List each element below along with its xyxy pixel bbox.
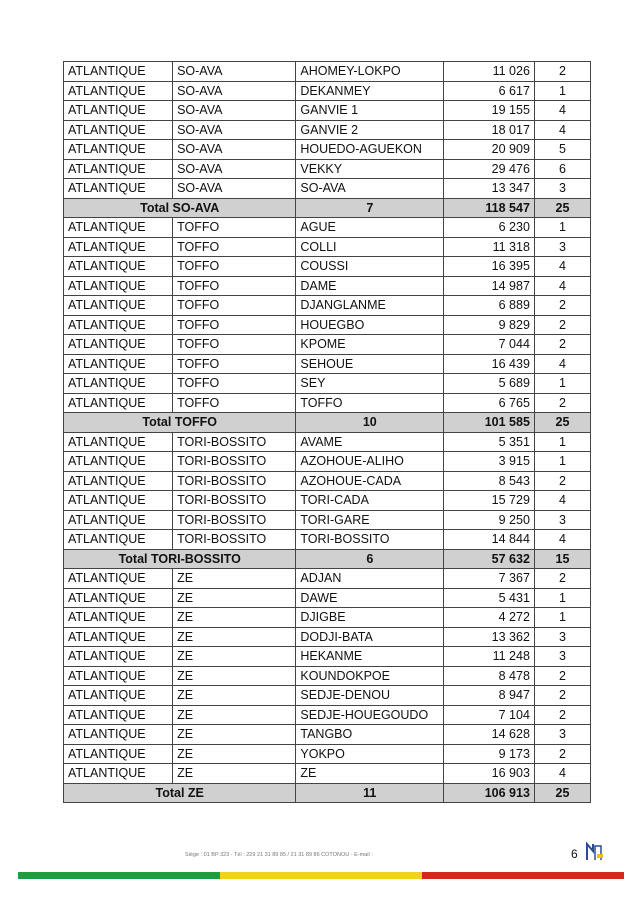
- count-cell: 2: [534, 393, 590, 413]
- arrondissement-cell: VEKKY: [296, 159, 444, 179]
- population-cell: 18 017: [444, 120, 535, 140]
- commune-cell: ZE: [173, 686, 296, 706]
- population-cell: 8 947: [444, 686, 535, 706]
- commune-cell: TOFFO: [173, 257, 296, 277]
- arrondissement-cell: SEY: [296, 374, 444, 394]
- count-cell: 4: [534, 101, 590, 121]
- table-row: [64, 491, 591, 511]
- population-cell: 29 476: [444, 159, 535, 179]
- population-cell: 4 272: [444, 608, 535, 628]
- total-row: [64, 198, 591, 218]
- population-cell: 8 478: [444, 666, 535, 686]
- arrondissement-cell: AZOHOUE-ALIHO: [296, 452, 444, 472]
- population-cell: 6 617: [444, 81, 535, 101]
- population-cell: 5 689: [444, 374, 535, 394]
- count-cell: 4: [534, 257, 590, 277]
- count-cell: 1: [534, 218, 590, 238]
- commune-cell: TOFFO: [173, 296, 296, 316]
- departement-cell: ATLANTIQUE: [64, 335, 173, 355]
- population-cell: 9 173: [444, 744, 535, 764]
- departement-cell: ATLANTIQUE: [64, 354, 173, 374]
- commune-cell: TOFFO: [173, 237, 296, 257]
- total-population-cell: 106 913: [444, 783, 535, 803]
- arrondissement-cell: HEKANME: [296, 647, 444, 667]
- arrondissement-cell: TANGBO: [296, 725, 444, 745]
- count-cell: 2: [534, 62, 590, 82]
- count-cell: 1: [534, 81, 590, 101]
- count-cell: 4: [534, 120, 590, 140]
- institute-logo-icon: [584, 842, 604, 862]
- total-row: [64, 413, 591, 433]
- arrondissement-cell: DEKANMEY: [296, 81, 444, 101]
- count-cell: 1: [534, 608, 590, 628]
- count-cell: 2: [534, 471, 590, 491]
- commune-cell: SO-AVA: [173, 179, 296, 199]
- table-row: [64, 140, 591, 160]
- count-cell: 4: [534, 530, 590, 550]
- commune-cell: SO-AVA: [173, 81, 296, 101]
- total-arrondissement-count-cell: 11: [296, 783, 444, 803]
- table-row: [64, 666, 591, 686]
- arrondissement-cell: SEDJE-DENOU: [296, 686, 444, 706]
- commune-cell: ZE: [173, 744, 296, 764]
- table-row: [64, 705, 591, 725]
- commune-cell: ZE: [173, 608, 296, 628]
- population-cell: 16 439: [444, 354, 535, 374]
- departement-cell: ATLANTIQUE: [64, 179, 173, 199]
- arrondissement-cell: GANVIE 2: [296, 120, 444, 140]
- table-row: [64, 296, 591, 316]
- commune-cell: SO-AVA: [173, 159, 296, 179]
- arrondissement-cell: AHOMEY-LOKPO: [296, 62, 444, 82]
- commune-cell: ZE: [173, 588, 296, 608]
- arrondissement-cell: TORI-GARE: [296, 510, 444, 530]
- count-cell: 2: [534, 744, 590, 764]
- table-row: [64, 354, 591, 374]
- departement-cell: ATLANTIQUE: [64, 491, 173, 511]
- departement-cell: ATLANTIQUE: [64, 276, 173, 296]
- commune-cell: TORI-BOSSITO: [173, 530, 296, 550]
- count-cell: 3: [534, 725, 590, 745]
- departement-cell: ATLANTIQUE: [64, 315, 173, 335]
- count-cell: 1: [534, 432, 590, 452]
- commune-cell: ZE: [173, 569, 296, 589]
- departement-cell: ATLANTIQUE: [64, 764, 173, 784]
- total-row: [64, 549, 591, 569]
- departement-cell: ATLANTIQUE: [64, 120, 173, 140]
- total-label-cell: Total ZE: [64, 783, 296, 803]
- total-population-cell: 118 547: [444, 198, 535, 218]
- commune-cell: TORI-BOSSITO: [173, 452, 296, 472]
- count-cell: 4: [534, 764, 590, 784]
- table-row: [64, 432, 591, 452]
- count-cell: 3: [534, 237, 590, 257]
- table-row: [64, 257, 591, 277]
- departement-cell: ATLANTIQUE: [64, 510, 173, 530]
- count-cell: 4: [534, 354, 590, 374]
- table-row: [64, 120, 591, 140]
- table-row: [64, 335, 591, 355]
- population-cell: 14 987: [444, 276, 535, 296]
- table-row: [64, 530, 591, 550]
- arrondissement-cell: ZE: [296, 764, 444, 784]
- commune-cell: TOFFO: [173, 335, 296, 355]
- departement-cell: ATLANTIQUE: [64, 627, 173, 647]
- population-cell: 8 543: [444, 471, 535, 491]
- arrondissement-cell: TOFFO: [296, 393, 444, 413]
- population-cell: 7 367: [444, 569, 535, 589]
- commune-cell: TOFFO: [173, 374, 296, 394]
- departement-cell: ATLANTIQUE: [64, 432, 173, 452]
- arrondissement-cell: DAME: [296, 276, 444, 296]
- arrondissement-cell: SEDJE-HOUEGOUDO: [296, 705, 444, 725]
- table-row: [64, 744, 591, 764]
- arrondissement-cell: KPOME: [296, 335, 444, 355]
- population-cell: 6 889: [444, 296, 535, 316]
- departement-cell: ATLANTIQUE: [64, 705, 173, 725]
- arrondissement-cell: DJIGBE: [296, 608, 444, 628]
- table-row: [64, 218, 591, 238]
- arrondissement-table: [63, 61, 591, 803]
- table-row: [64, 237, 591, 257]
- departement-cell: ATLANTIQUE: [64, 569, 173, 589]
- count-cell: 2: [534, 335, 590, 355]
- arrondissement-cell: YOKPO: [296, 744, 444, 764]
- table-row: [64, 62, 591, 82]
- arrondissement-cell: TORI-BOSSITO: [296, 530, 444, 550]
- count-cell: 3: [534, 510, 590, 530]
- total-population-cell: 101 585: [444, 413, 535, 433]
- population-cell: 3 915: [444, 452, 535, 472]
- total-count-cell: 25: [534, 198, 590, 218]
- table-row: [64, 608, 591, 628]
- table-row: [64, 588, 591, 608]
- population-cell: 11 248: [444, 647, 535, 667]
- departement-cell: ATLANTIQUE: [64, 62, 173, 82]
- table-row: [64, 569, 591, 589]
- page-number: 6: [571, 847, 578, 861]
- table-row: [64, 452, 591, 472]
- table-body: [64, 62, 591, 803]
- count-cell: 3: [534, 647, 590, 667]
- table-row: [64, 374, 591, 394]
- national-flag-bar: [18, 872, 624, 879]
- commune-cell: TORI-BOSSITO: [173, 471, 296, 491]
- count-cell: 4: [534, 276, 590, 296]
- arrondissement-cell: DODJI-BATA: [296, 627, 444, 647]
- arrondissement-cell: AZOHOUE-CADA: [296, 471, 444, 491]
- count-cell: 3: [534, 179, 590, 199]
- arrondissement-cell: SO-AVA: [296, 179, 444, 199]
- table-row: [64, 315, 591, 335]
- total-count-cell: 25: [534, 413, 590, 433]
- departement-cell: ATLANTIQUE: [64, 647, 173, 667]
- arrondissement-cell: COLLI: [296, 237, 444, 257]
- arrondissement-cell: KOUNDOKPOE: [296, 666, 444, 686]
- departement-cell: ATLANTIQUE: [64, 218, 173, 238]
- table-row: [64, 764, 591, 784]
- departement-cell: ATLANTIQUE: [64, 530, 173, 550]
- departement-cell: ATLANTIQUE: [64, 159, 173, 179]
- commune-cell: ZE: [173, 647, 296, 667]
- commune-cell: ZE: [173, 666, 296, 686]
- arrondissement-cell: ADJAN: [296, 569, 444, 589]
- total-label-cell: Total TORI-BOSSITO: [64, 549, 296, 569]
- population-cell: 14 628: [444, 725, 535, 745]
- arrondissement-cell: DJANGLANME: [296, 296, 444, 316]
- flag-green-stripe: [18, 872, 220, 879]
- commune-cell: TOFFO: [173, 218, 296, 238]
- count-cell: 2: [534, 666, 590, 686]
- arrondissement-cell: TORI-CADA: [296, 491, 444, 511]
- departement-cell: ATLANTIQUE: [64, 471, 173, 491]
- departement-cell: ATLANTIQUE: [64, 296, 173, 316]
- count-cell: 2: [534, 686, 590, 706]
- population-cell: 11 318: [444, 237, 535, 257]
- population-cell: 13 347: [444, 179, 535, 199]
- commune-cell: TORI-BOSSITO: [173, 432, 296, 452]
- total-count-cell: 15: [534, 549, 590, 569]
- arrondissement-cell: COUSSI: [296, 257, 444, 277]
- commune-cell: SO-AVA: [173, 62, 296, 82]
- count-cell: 2: [534, 705, 590, 725]
- departement-cell: ATLANTIQUE: [64, 81, 173, 101]
- count-cell: 2: [534, 296, 590, 316]
- table-row: [64, 627, 591, 647]
- total-arrondissement-count-cell: 7: [296, 198, 444, 218]
- departement-cell: ATLANTIQUE: [64, 452, 173, 472]
- commune-cell: ZE: [173, 705, 296, 725]
- population-cell: 5 351: [444, 432, 535, 452]
- table-row: [64, 510, 591, 530]
- table-row: [64, 159, 591, 179]
- arrondissement-cell: HOUEGBO: [296, 315, 444, 335]
- commune-cell: TORI-BOSSITO: [173, 491, 296, 511]
- total-arrondissement-count-cell: 6: [296, 549, 444, 569]
- population-cell: 7 104: [444, 705, 535, 725]
- commune-cell: ZE: [173, 725, 296, 745]
- table-row: [64, 179, 591, 199]
- population-cell: 19 155: [444, 101, 535, 121]
- population-cell: 20 909: [444, 140, 535, 160]
- arrondissement-cell: HOUEDO-AGUEKON: [296, 140, 444, 160]
- commune-cell: TOFFO: [173, 276, 296, 296]
- count-cell: 5: [534, 140, 590, 160]
- commune-cell: TOFFO: [173, 354, 296, 374]
- table-row: [64, 101, 591, 121]
- arrondissement-cell: AVAME: [296, 432, 444, 452]
- population-cell: 6 765: [444, 393, 535, 413]
- total-label-cell: Total TOFFO: [64, 413, 296, 433]
- count-cell: 6: [534, 159, 590, 179]
- commune-cell: TOFFO: [173, 315, 296, 335]
- count-cell: 1: [534, 588, 590, 608]
- total-population-cell: 57 632: [444, 549, 535, 569]
- table-row: [64, 725, 591, 745]
- population-cell: 5 431: [444, 588, 535, 608]
- departement-cell: ATLANTIQUE: [64, 725, 173, 745]
- departement-cell: ATLANTIQUE: [64, 608, 173, 628]
- table-row: [64, 393, 591, 413]
- population-cell: 14 844: [444, 530, 535, 550]
- count-cell: 1: [534, 452, 590, 472]
- arrondissement-cell: SEHOUE: [296, 354, 444, 374]
- commune-cell: SO-AVA: [173, 120, 296, 140]
- departement-cell: ATLANTIQUE: [64, 588, 173, 608]
- table-row: [64, 471, 591, 491]
- count-cell: 2: [534, 569, 590, 589]
- count-cell: 2: [534, 315, 590, 335]
- flag-yellow-stripe: [220, 872, 422, 879]
- population-cell: 15 729: [444, 491, 535, 511]
- population-cell: 13 362: [444, 627, 535, 647]
- total-row: [64, 783, 591, 803]
- departement-cell: ATLANTIQUE: [64, 257, 173, 277]
- departement-cell: ATLANTIQUE: [64, 140, 173, 160]
- departement-cell: ATLANTIQUE: [64, 744, 173, 764]
- departement-cell: ATLANTIQUE: [64, 101, 173, 121]
- departement-cell: ATLANTIQUE: [64, 666, 173, 686]
- arrondissement-cell: GANVIE 1: [296, 101, 444, 121]
- commune-cell: TORI-BOSSITO: [173, 510, 296, 530]
- population-cell: 11 026: [444, 62, 535, 82]
- population-cell: 9 250: [444, 510, 535, 530]
- commune-cell: ZE: [173, 627, 296, 647]
- count-cell: 3: [534, 627, 590, 647]
- count-cell: 1: [534, 374, 590, 394]
- population-cell: 16 395: [444, 257, 535, 277]
- total-arrondissement-count-cell: 10: [296, 413, 444, 433]
- population-cell: 6 230: [444, 218, 535, 238]
- table-row: [64, 276, 591, 296]
- total-label-cell: Total SO-AVA: [64, 198, 296, 218]
- commune-cell: ZE: [173, 764, 296, 784]
- table-row: [64, 686, 591, 706]
- population-cell: 9 829: [444, 315, 535, 335]
- table-row: [64, 647, 591, 667]
- commune-cell: SO-AVA: [173, 101, 296, 121]
- flag-red-stripe: [422, 872, 624, 879]
- departement-cell: ATLANTIQUE: [64, 393, 173, 413]
- arrondissement-cell: AGUE: [296, 218, 444, 238]
- total-count-cell: 25: [534, 783, 590, 803]
- arrondissement-cell: DAWE: [296, 588, 444, 608]
- commune-cell: SO-AVA: [173, 140, 296, 160]
- population-cell: 16 903: [444, 764, 535, 784]
- departement-cell: ATLANTIQUE: [64, 374, 173, 394]
- population-cell: 7 044: [444, 335, 535, 355]
- commune-cell: TOFFO: [173, 393, 296, 413]
- departement-cell: ATLANTIQUE: [64, 686, 173, 706]
- footer-address: Siège : 01 BP 323 - Tél : 229 21 31 89 85 / 21 31 89 86 COTONOU - E-mail :: [185, 852, 373, 858]
- table-row: [64, 81, 591, 101]
- departement-cell: ATLANTIQUE: [64, 237, 173, 257]
- count-cell: 4: [534, 491, 590, 511]
